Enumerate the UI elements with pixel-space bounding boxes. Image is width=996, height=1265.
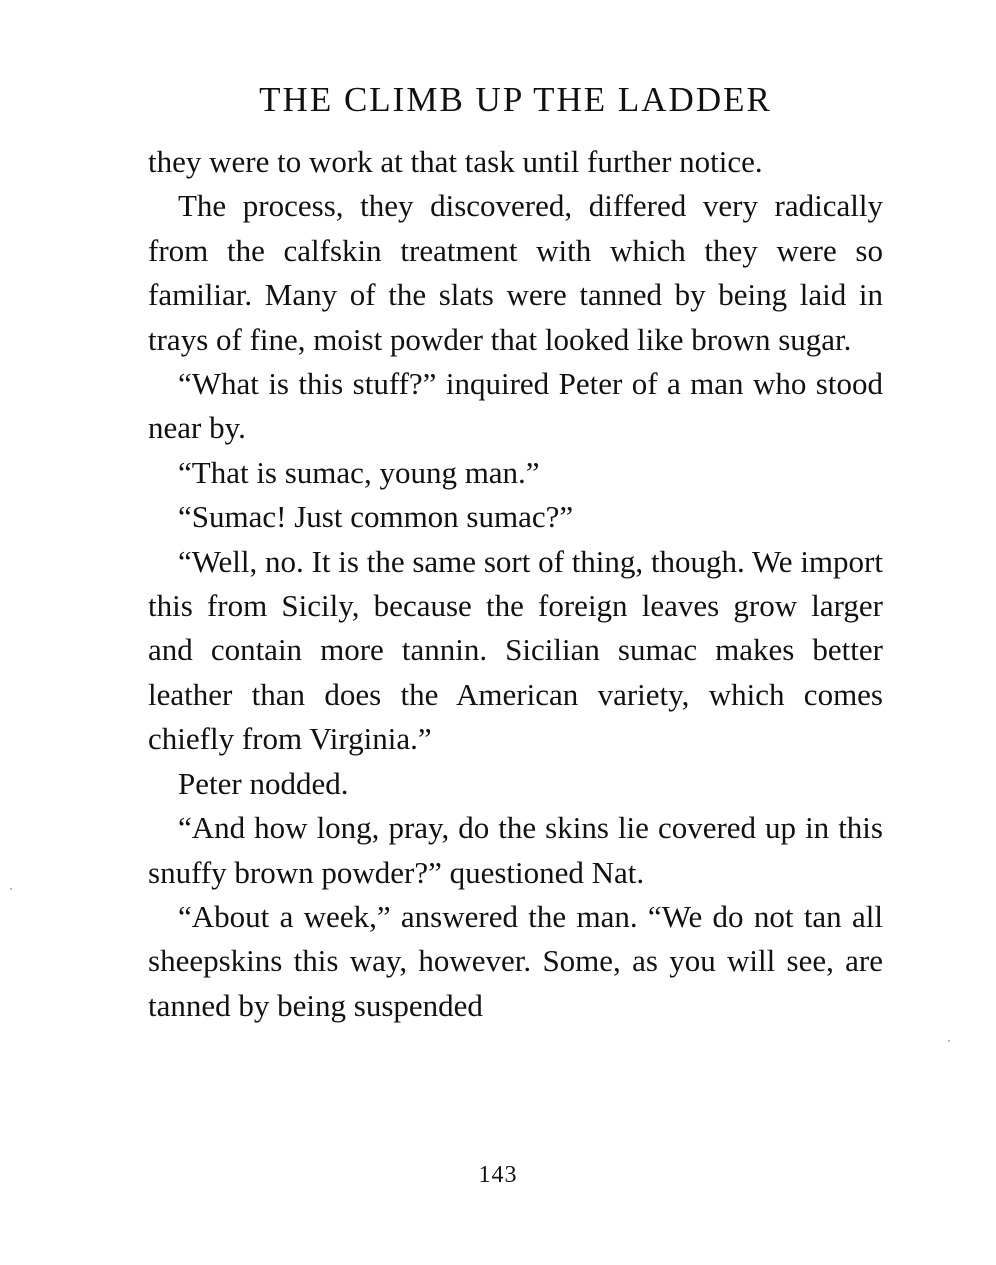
paragraph: “Sumac! Just common sumac?” [178, 499, 574, 535]
paragraph: they were to work at that task until further notice. [148, 144, 763, 179]
paragraph: “Well, no. It is the same sort of thing, though. We import this from Sicily, because the foreign leaves grow larger and contain more tannin. Sicilian sumac makes better leather than does the American variety, which comes chiefly from Virginia.” [148, 543, 883, 757]
paragraph: The process, they discovered, differed very radically from the calfskin treatment with which they were so familiar. Many of the slats were tanned by being laid in trays of fine, moist powder that looked like brown sugar. [148, 188, 883, 357]
running-head: THE CLIMB UP THE LADDER [259, 80, 772, 119]
margin-speck [10, 888, 12, 890]
paragraph: “What is this stuff?” inquired Peter of a man who stood near by. [148, 366, 883, 446]
paragraph: “And how long, pray, do the skins lie covered up in this snuffy brown powder?” questioned Nat. [148, 810, 883, 890]
margin-speck [948, 1040, 950, 1042]
paragraph: Peter nodded. [178, 765, 349, 801]
page-number: 143 [478, 1162, 518, 1188]
paragraph: “That is sumac, young man.” [178, 454, 540, 490]
paragraph: “About a week,” answered the man. “We do not tan all sheepskins this way, however. Some, as you will see, are tanned by being suspended [148, 898, 883, 1023]
book-page [148, 78, 883, 1028]
body-text [148, 140, 883, 1028]
